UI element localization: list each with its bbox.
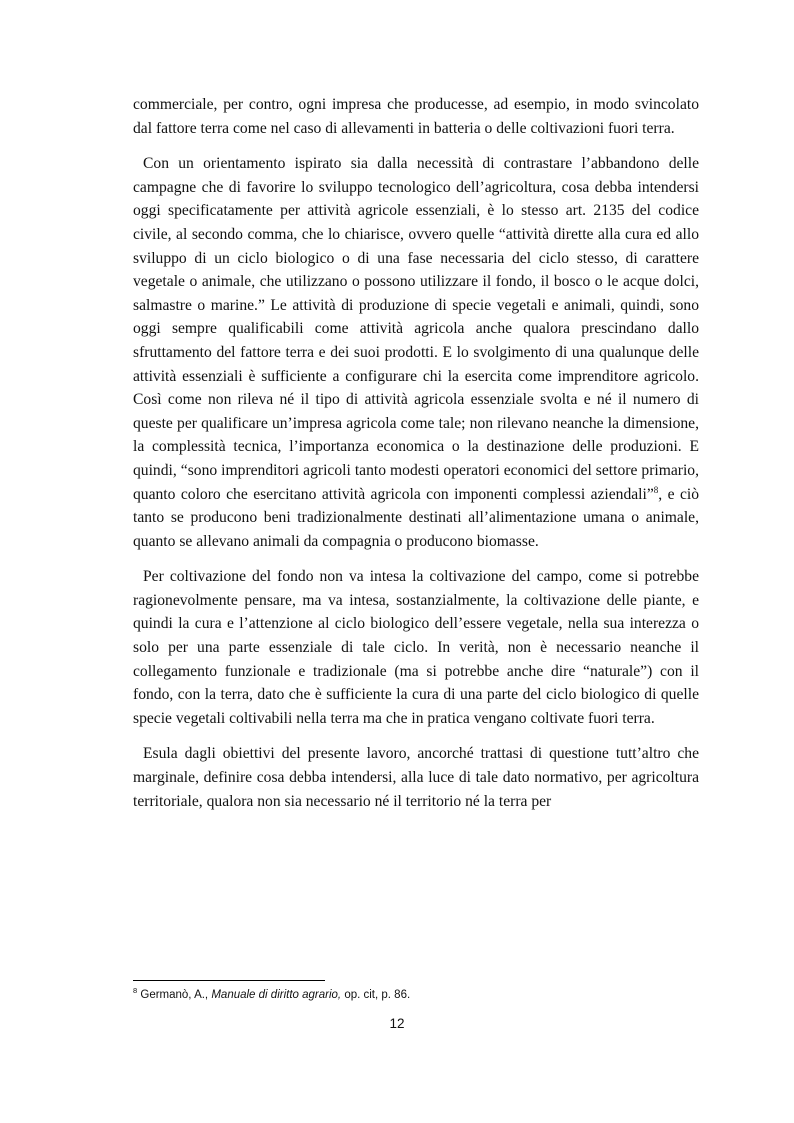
paragraph-2-text: Con un orientamento ispirato sia dalla necessità di contrastare l’abbandono delle campagne che di favorire lo sviluppo tecnologico dell’agricoltura, cosa debba intendersi oggi specificatamente per attività agricole essenziali, è lo stesso art. 2135 del codice civile, al secondo comma, che lo chiarisce, ovvero quelle “attività dirette alla cura ed allo sviluppo di un ciclo biologico o di una fase necessaria del ciclo stesso, di carattere vegetale o animale, che utilizzano o possono utilizzare il fondo, il bosco o le acque dolci, salmastre o marine.” Le attività di produzione di specie vegetali e animali, quindi, sono oggi sempre qualificabili come attività agricola anche qualora prescindano dallo sfruttamento del fattore terra e dei suoi prodotti. E lo svolgimento di una qualunque delle attività essenziali è sufficiente a configurare chi la esercita come imprenditore agricolo. Così come non rileva né il tipo di attività agricola essenziale svolta e né il numero di queste per qualificare un’impresa agricola come tale; non rilevano neanche la dimensione, la complessità tecnica, l’importanza economica o la destinazione delle produzioni. E quindi, “sono imprenditori agricoli tanto modesti operatori economici del settore primario, quanto coloro che esercitano attività agricola con imponenti complessi aziendali” xyxy=(133,155,699,503)
footnote-title: Manuale di diritto agrario, xyxy=(211,989,342,1001)
footnote-author: Germanò, A., xyxy=(140,989,209,1001)
paragraph-2-text-continued: , e ciò tanto se producono beni tradizionalmente destinati all’alimentazione umana o animale, quanto se allevano animali da compagnia o producono biomasse. xyxy=(133,485,699,550)
footnote-number: 8 xyxy=(133,986,138,996)
footnote-separator xyxy=(133,980,325,981)
footnote-citation: op. cit, p. 86. xyxy=(344,989,411,1001)
paragraph-2 xyxy=(133,152,699,553)
main-text xyxy=(133,93,699,813)
page-number: 12 xyxy=(389,1016,405,1031)
paragraph-4: Esula dagli obiettivi del presente lavoro, ancorché trattasi di questione tutt’altro che marginale, definire cosa debba intendersi, alla luce di tale dato normativo, per agricoltura territoriale, qualora non sia necessario né il territorio né la terra per xyxy=(133,745,699,810)
footnote-reference[interactable]: 8 xyxy=(653,484,659,495)
footnote xyxy=(133,987,699,1003)
paragraph-1: commerciale, per contro, ogni impresa che producesse, ad esempio, in modo svincolato dal fattore terra come nel caso di allevamenti in batteria o delle coltivazioni fuori terra. xyxy=(133,96,699,137)
paragraph-3: Per coltivazione del fondo non va intesa la coltivazione del campo, come si potrebbe ragionevolmente pensare, ma va intesa, sostanzialmente, la coltivazione delle piante, e quindi la cura e l’attenzione al ciclo biologico dell’essere vegetale, nella sua interezza o solo per una parte essenziale di tale ciclo. In verità, non è necessario neanche il collegamento funzionale e tradizionale (ma si potrebbe anche dire “naturale”) con il fondo, con la terra, dato che è sufficiente la cura di una parte del ciclo biologico di quelle specie vegetali coltivabili nella terra ma che in pratica vengano coltivate fuori terra. xyxy=(133,568,699,727)
